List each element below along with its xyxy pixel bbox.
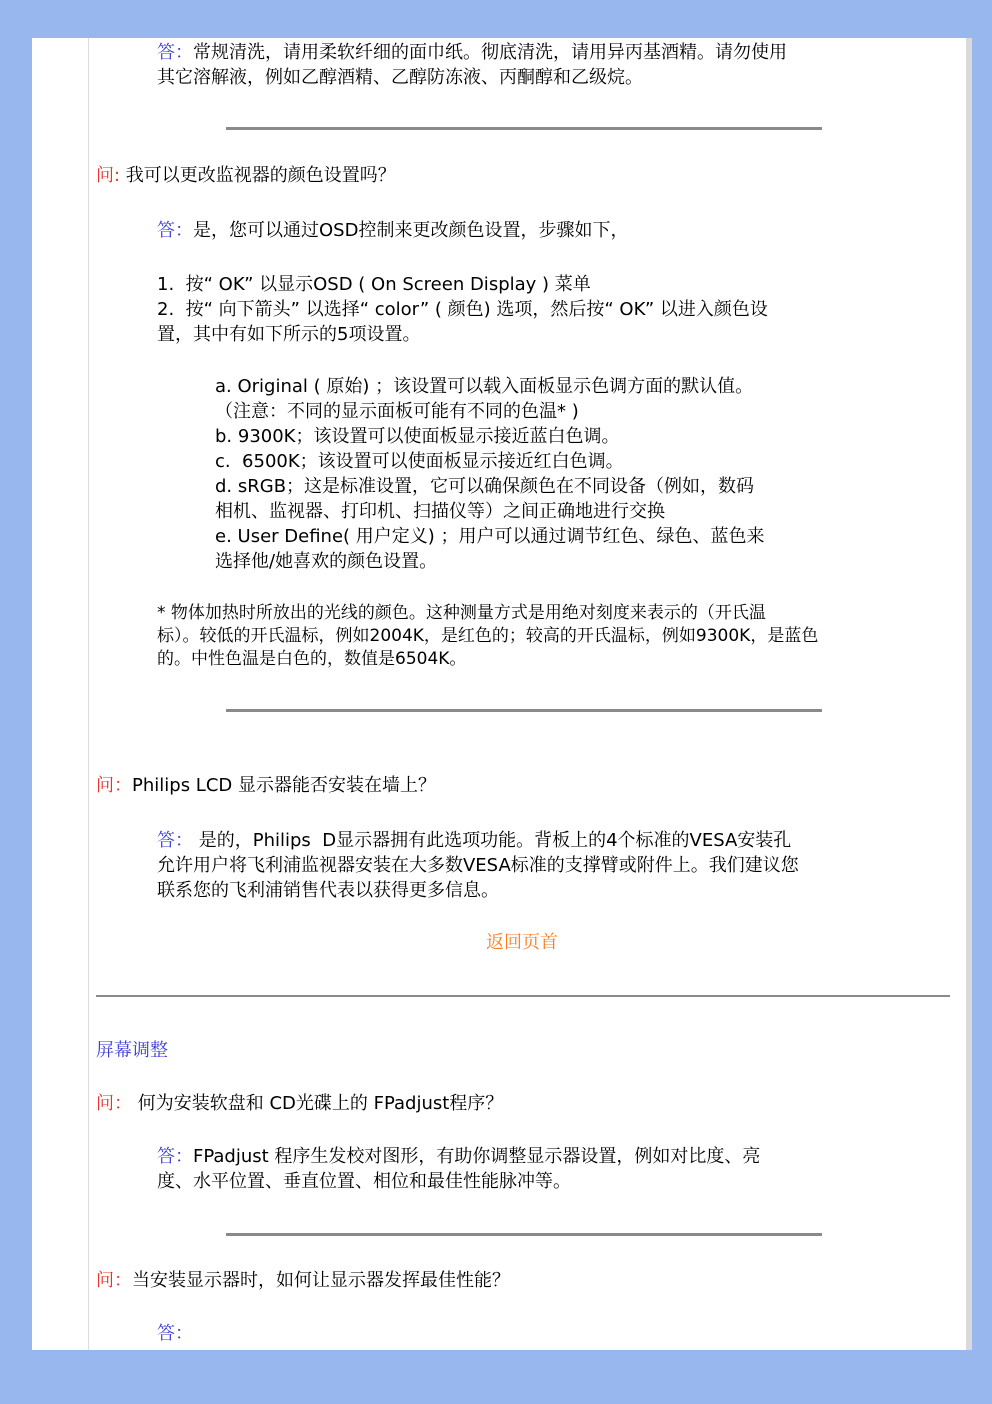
section-title-screen-adjust[interactable]: 屏幕调整 [96, 1040, 168, 1061]
answer-text: 是的，Philips D显示器拥有此选项功能。背板上的4个标准的VESA安装孔 [193, 830, 792, 851]
note-line-2: 标）。较低的开氏温标，例如2004K，是红色的；较高的开氏温标，例如9300K，是蓝色 [157, 626, 819, 646]
answer-fpadjust-line2: 度、水平位置、垂直位置、相位和最佳性能脉冲等。 [157, 1171, 571, 1192]
question-fpadjust [96, 1091, 503, 1116]
answer-cleaning [157, 40, 787, 65]
answer-fpadjust [157, 1144, 760, 1169]
option-e-cont: 选择他/她喜欢的颜色设置。 [215, 551, 438, 572]
answer-wall-line2: 允许用户将飞利浦监视器安装在大多数VESA标准的支撑臂或附件上。我们建议您 [157, 855, 799, 876]
step-2-cont: 置，其中有如下所示的5项设置。 [157, 324, 421, 345]
answer-label: 答： [157, 1323, 193, 1344]
question-best-performance [96, 1268, 510, 1293]
option-d-cont: 相机、监视器、打印机、扫描仪等）之间正确地进行交换 [215, 501, 665, 522]
section-divider [96, 995, 950, 997]
question-label: 问： [96, 1270, 132, 1291]
question-wall [96, 773, 436, 798]
answer-text: FPadjust 程序生发校对图形，有助你调整显示器设置，例如对比度、亮 [193, 1146, 761, 1167]
answer-text: 常规清洗，请用柔软纤细的面巾纸。彻底清洗，请用异丙基酒精。请勿使用 [193, 42, 787, 63]
option-e: e. User Define( 用户定义) ；用户可以通过调节红色、绿色、蓝色来 [215, 526, 765, 547]
option-c: c. 6500K；该设置可以使面板显示接近红白色调。 [215, 451, 624, 472]
answer-best-performance [157, 1321, 193, 1346]
question-label: 问： [96, 1093, 132, 1114]
answer-label: 答： [157, 830, 193, 851]
option-b: b. 9300K；该设置可以使面板显示接近蓝白色调。 [215, 426, 620, 447]
answer-text: 是，您可以通过OSD控制来更改颜色设置，步骤如下， [193, 220, 629, 241]
option-a: a. Original ( 原始) ；该设置可以载入面板显示色调方面的默认值。 [215, 376, 754, 397]
question-text: 我可以更改监视器的颜色设置吗？ [120, 165, 396, 186]
answer-label: 答： [157, 42, 193, 63]
divider [226, 1233, 822, 1236]
question-text: 当安装显示器时，如何让显示器发挥最佳性能？ [132, 1270, 510, 1291]
answer-wall-line3: 联系您的飞利浦销售代表以获得更多信息。 [157, 880, 499, 901]
question-text: Philips LCD 显示器能否安装在墙上？ [132, 775, 436, 796]
answer-color [157, 218, 628, 243]
question-color [96, 163, 396, 188]
divider [226, 127, 822, 130]
note-line-3: 的。中性色温是白色的，数值是6504K。 [157, 649, 467, 669]
step-2: 2. 按“ 向下箭头” 以选择“ color” ( 颜色) 选项，然后按“ OK” 以进入颜色设 [157, 299, 768, 320]
note-line-1: * 物体加热时所放出的光线的颜色。这种测量方式是用绝对刻度来表示的（开氏温 [157, 603, 766, 623]
back-to-top-link[interactable]: 返回页首 [486, 932, 558, 953]
question-label: 问： [96, 775, 132, 796]
answer-label: 答： [157, 1146, 193, 1167]
step-1: 1. 按“ OK” 以显示OSD ( On Screen Display ) 菜单 [157, 274, 591, 295]
answer-wall [157, 828, 791, 853]
answer-cleaning-line2: 其它溶解液，例如乙醇酒精、乙醇防冻液、丙酮醇和乙级烷。 [157, 67, 643, 88]
divider [226, 709, 822, 712]
question-label: 问: [96, 165, 121, 186]
option-a-note: （注意：不同的显示面板可能有不同的色温* ) [215, 401, 579, 422]
option-d: d. sRGB；这是标准设置，它可以确保颜色在不同设备（例如，数码 [215, 476, 755, 497]
answer-label: 答： [157, 220, 193, 241]
question-text: 何为安装软盘和 CD光碟上的 FPadjust程序？ [132, 1093, 504, 1114]
left-margin-rule [88, 38, 89, 1350]
